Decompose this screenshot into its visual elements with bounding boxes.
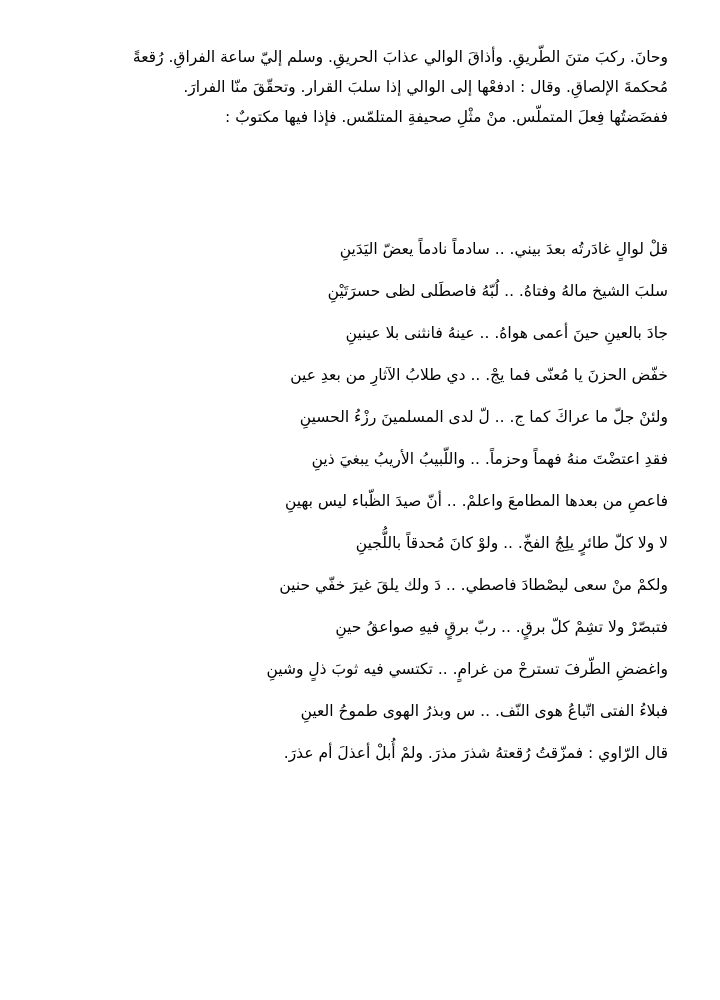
poem-verse: فبلاءُ الفتى اتّباعُ هوى النّف. .. س وبذرُ الهوى طموحُ العينِ bbox=[300, 702, 668, 720]
poem-verse: خفّض الحزنَ يا مُعنّى فما يجْ. .. دي طلابُ الآثارِ من بعدِ عين bbox=[290, 366, 668, 384]
poem-verse: واغضضِ الطّرفَ تسترحْ من غرامٍ. .. تكتسي فيه ثوبَ ذلٍ وشينِ bbox=[266, 660, 668, 678]
poem-block bbox=[48, 228, 668, 774]
prose-line: مُحكمةَ الإلصاقِ. وقال : ادفعْها إلى الوالي إذا سلبَ القرار. وتحقّقَ منّا الفرارَ. bbox=[183, 78, 668, 96]
poem-verse: جادَ بالعينِ حينَ أعمى هواهُ. .. عينهُ فانثنى بلا عينينِ bbox=[345, 324, 668, 342]
poem-verse: لا ولا كلّ طائرٍ يلِجُ الفخّ. .. ولوْ كانَ مُحدقاً باللُّجينِ bbox=[355, 534, 668, 552]
poem-verse: فتبصّرْ ولا تشِمْ كلّ برقٍ. .. ربّ برقٍ فيهِ صواعقُ حينِ bbox=[335, 618, 668, 636]
poem-verse: سلبَ الشيخ مالهُ وفتاهُ. .. لُبّهُ فاصطَلى لظى حسرَتَيْنِ bbox=[327, 282, 668, 300]
prose-paragraph bbox=[48, 42, 668, 132]
narrator-closing-line: قال الرّاوي : فمزّقتُ رُقعتهُ شذرَ مذرَ. ولمْ أُبلْ أعذلَ أم عذرَ. bbox=[283, 744, 668, 762]
poem-verse: فقدِ اعتضْتَ منهُ فهماً وحزماً. .. واللّبيبُ الأريبُ يبغيَ ذينِ bbox=[311, 450, 668, 468]
prose-line: ففضَضتُها فِعلَ المتملّس. منْ مثْلِ صحيفةِ المتلمّس. فإذا فيها مكتوبٌ : bbox=[225, 108, 668, 126]
poem-verse: ولئنْ جلّ ما عراكَ كما ج. .. لّ لدى المسلمينَ رزْءُ الحسينِ bbox=[299, 408, 668, 426]
poem-verse: قلْ لوالٍ غادَرتُه بعدَ بيني. .. سادماً نادماً يعضّ اليَدَينِ bbox=[339, 240, 668, 258]
poem-verse: ولكمْ منْ سعى ليصْطادَ فاصطي. .. دَ ولك يلقَ غيرَ خفّي حنين bbox=[279, 576, 668, 594]
poem-verse: فاعصِ من بعدها المطامعَ واعلمْ. .. أنّ صيدَ الظّباء ليس بهينِ bbox=[284, 492, 668, 510]
prose-line: وحانَ. ركبَ متنَ الطّريقِ. وأذاقَ الوالي عذابَ الحريقِ. وسلم إليّ ساعة الفراقِ. رُقعةً bbox=[132, 48, 668, 66]
